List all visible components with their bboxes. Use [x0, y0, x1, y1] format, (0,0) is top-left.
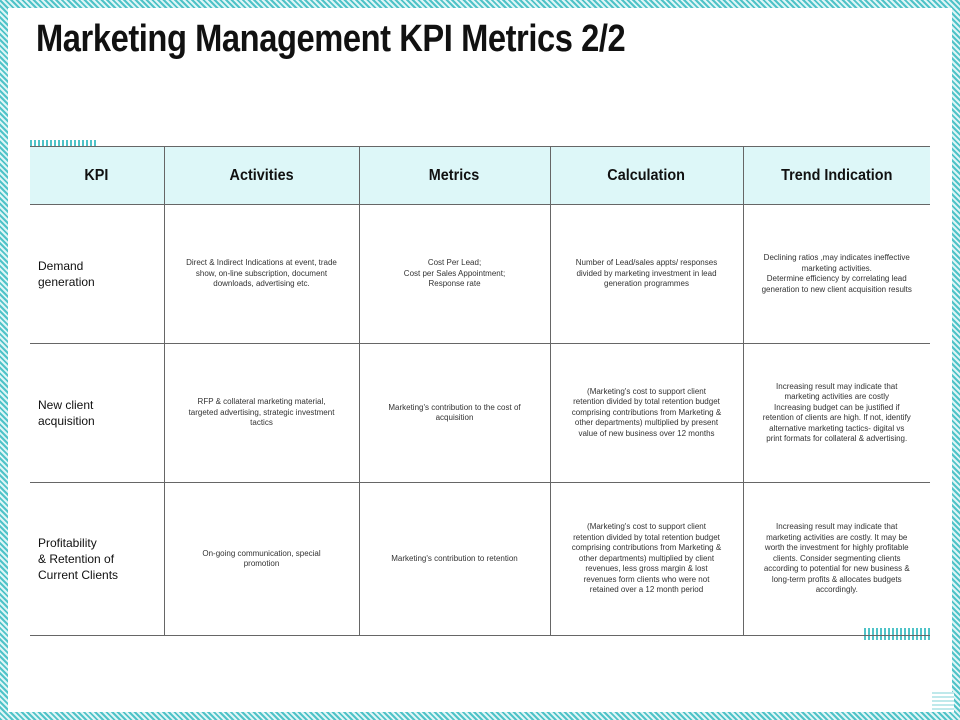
- page-title: Marketing Management KPI Metrics 2/2: [36, 18, 626, 60]
- cell-metrics: Marketing's contribution to the cost of acquisition: [359, 344, 550, 483]
- header-metrics: Metrics: [359, 147, 550, 205]
- cell-metrics: Cost Per Lead; Cost per Sales Appointment; Response rate: [359, 205, 550, 344]
- cell-activities: On-going communication, special promotion: [164, 483, 359, 636]
- cell-calculation: Number of Lead/sales appts/ responses divided by marketing investment in lead generation programmes: [550, 205, 743, 344]
- cell-kpi: New client acquisition: [30, 344, 164, 483]
- table-row: [30, 205, 930, 344]
- table-header-row: [30, 147, 930, 205]
- table-row: [30, 483, 930, 636]
- header-calculation: Calculation: [550, 147, 743, 205]
- kpi-metrics-table: [30, 146, 930, 636]
- cell-kpi: Profitability & Retention of Current Clients: [30, 483, 164, 636]
- cell-activities: Direct & Indirect Indications at event, trade show, on-line subscription, document downloads, advertising etc.: [164, 205, 359, 344]
- cell-calculation: (Marketing's cost to support client retention divided by total retention budget comprising contributions from Marketing & other departments) multiplied by present value of new business over 12 months: [550, 344, 743, 483]
- header-kpi: KPI: [30, 147, 164, 205]
- cell-metrics: Marketing's contribution to retention: [359, 483, 550, 636]
- cell-trend: Declining ratios ,may indicates ineffective marketing activities. Determine efficiency by correlating lead generation to new client acquisition results: [743, 205, 930, 344]
- cell-activities: RFP & collateral marketing material, targeted advertising, strategic investment tactics: [164, 344, 359, 483]
- header-activities: Activities: [164, 147, 359, 205]
- decorative-stripes-corner: [932, 692, 954, 712]
- header-trend-indication: Trend Indication: [743, 147, 930, 205]
- cell-calculation: (Marketing's cost to support client retention divided by total retention budget comprising contributions from Marketing & other departments) multiplied by client revenues, less gross margin & lost revenues form clients who were not retained over a 12 month period: [550, 483, 743, 636]
- table-row: [30, 344, 930, 483]
- cell-trend: Increasing result may indicate that marketing activities are costly. It may be worth the investment for highly profitable clients. Consider segmenting clients according to potential for new business & long-term profits & allocates budgets accordingly.: [743, 483, 930, 636]
- cell-kpi: Demand generation: [30, 205, 164, 344]
- cell-trend: Increasing result may indicate that marketing activities are costly Increasing budget can be justified if retention of clients are high. If not, identify alternative marketing tactics- digital vs print formats for collateral & advertising.: [743, 344, 930, 483]
